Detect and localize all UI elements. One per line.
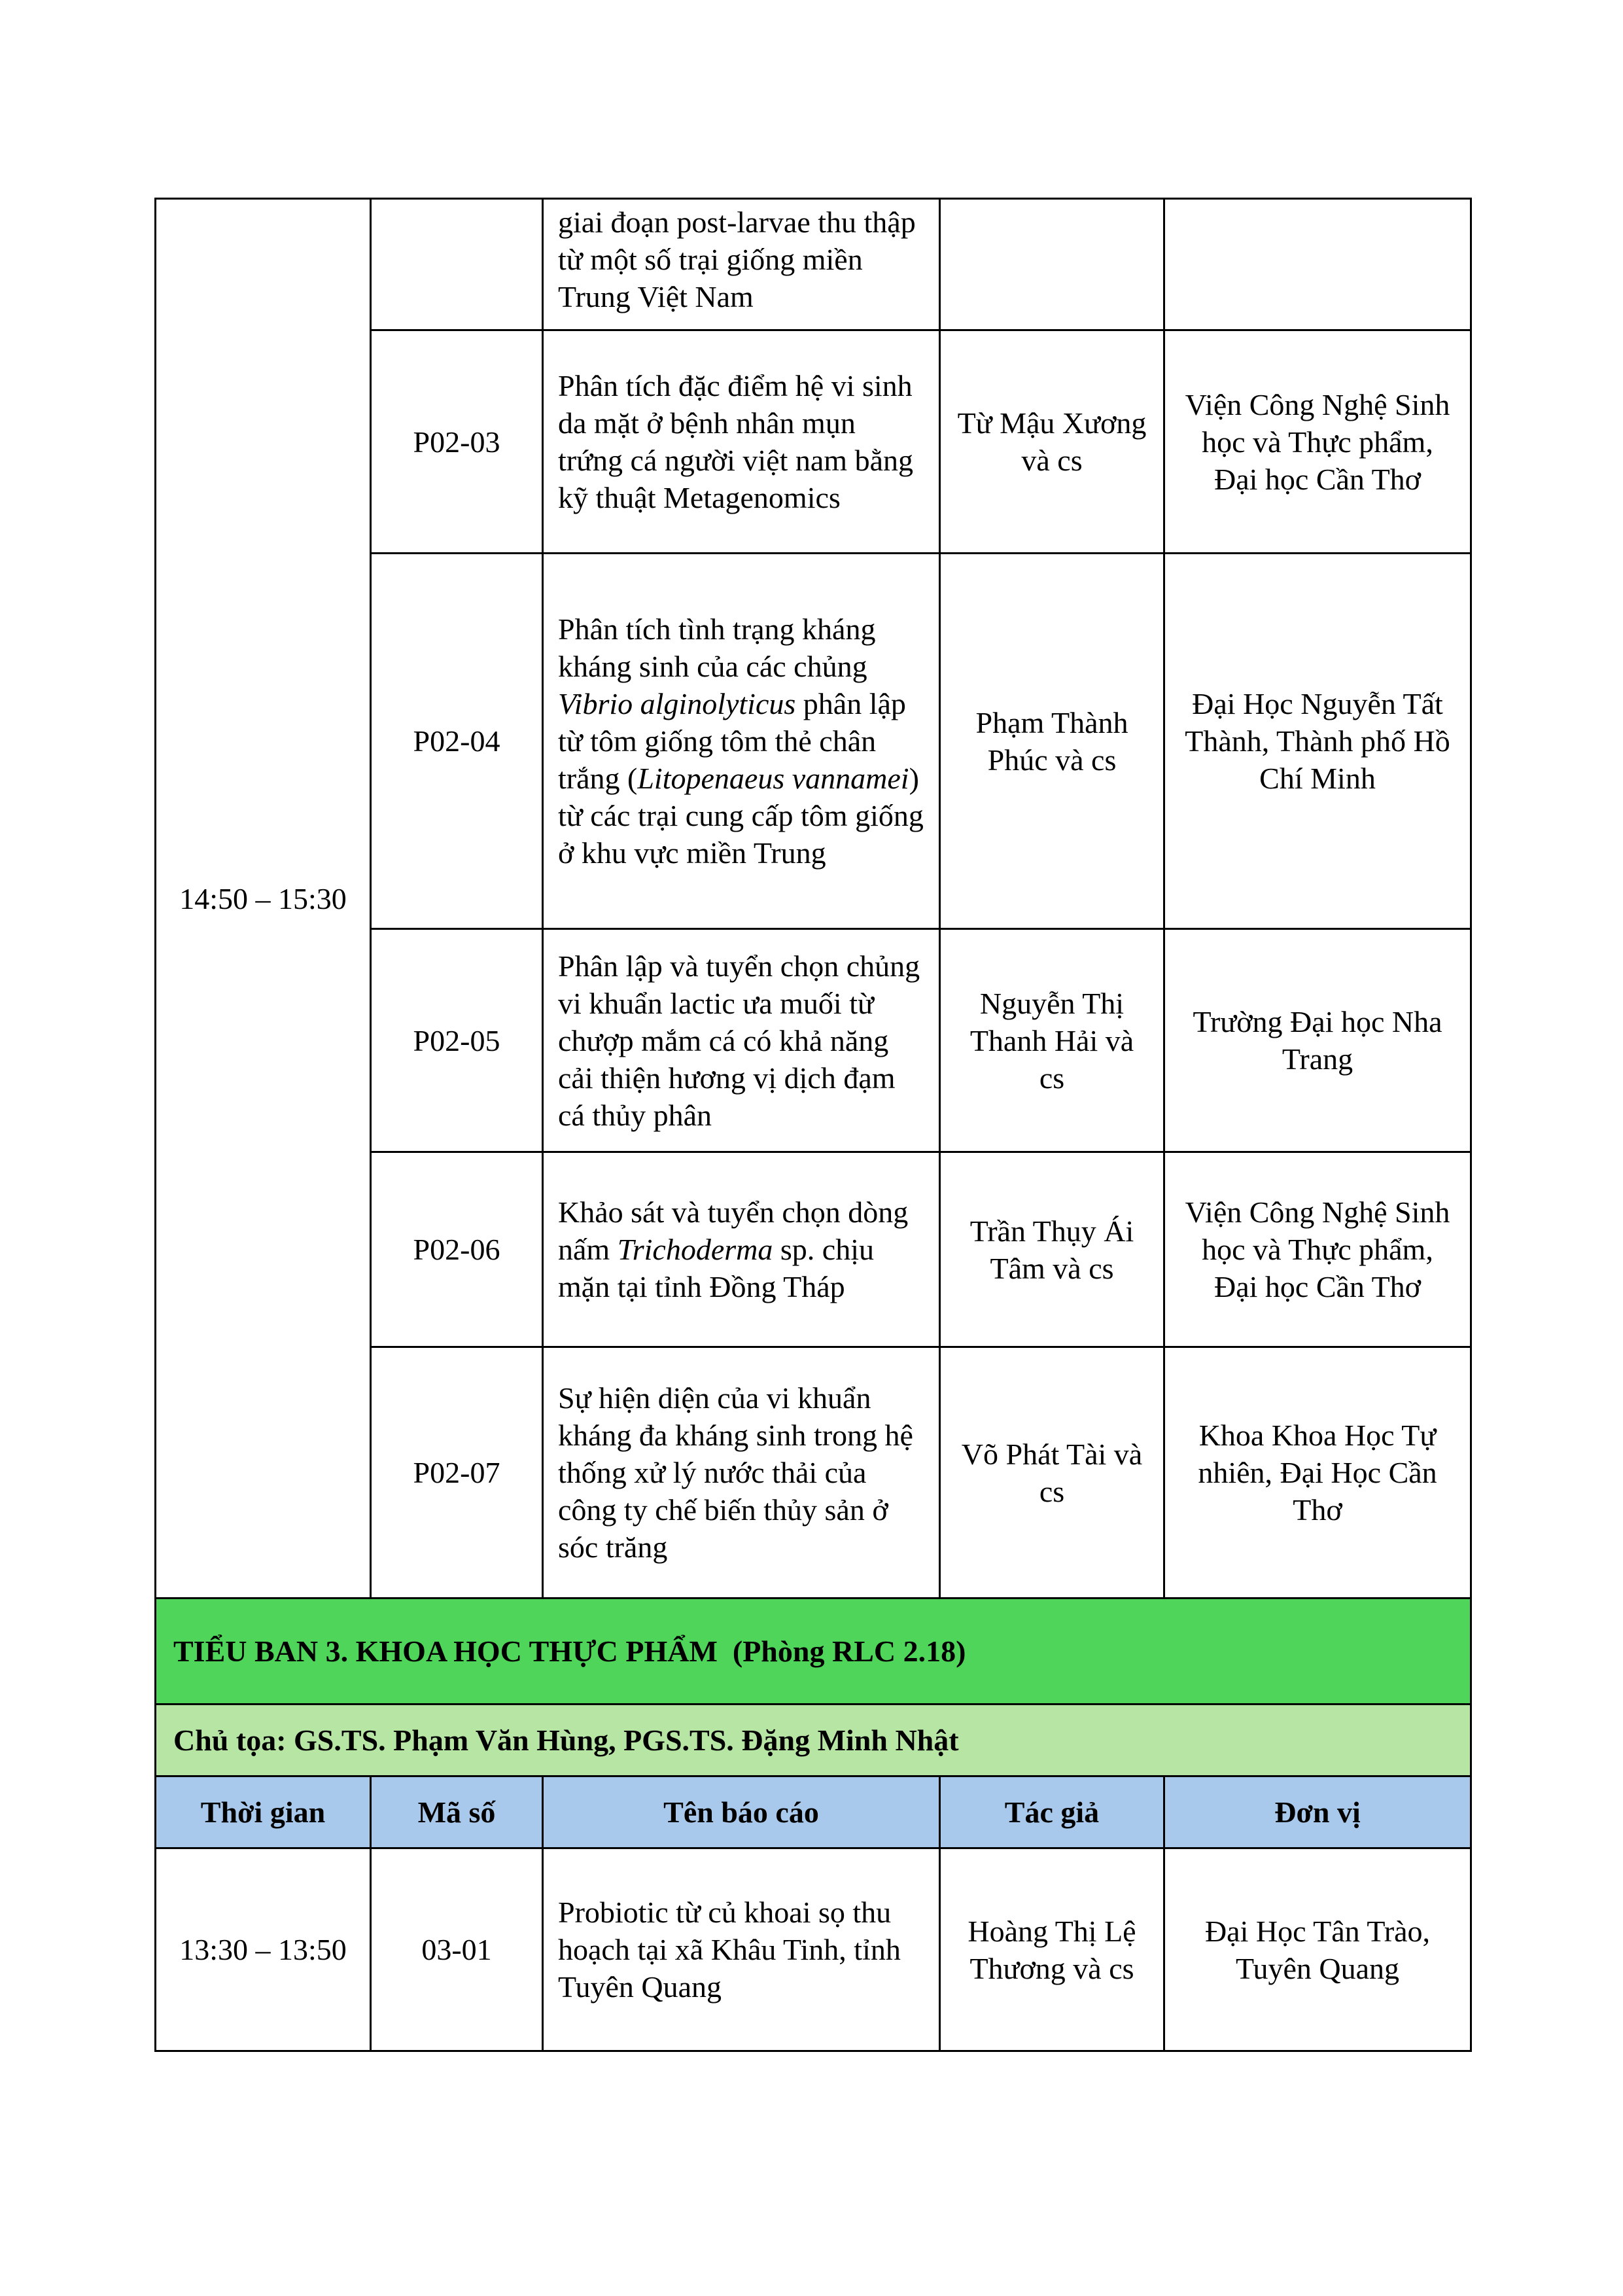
header-code: Mã số [371, 1776, 543, 1848]
section-title: TIỂU BAN 3. KHOA HỌC THỰC PHẨM (Phòng RLC 2.18) [156, 1598, 1471, 1704]
header-time: Thời gian [156, 1776, 371, 1848]
report-unit: Khoa Khoa Học Tự nhiên, Đại Học Cần Thơ [1164, 1347, 1471, 1598]
report-code: P02-07 [371, 1347, 543, 1598]
report-code: P02-03 [371, 330, 543, 554]
header-author: Tác giả [940, 1776, 1164, 1848]
report-title: Sự hiện diện của vi khuẩn kháng đa kháng sinh trong hệ thống xử lý nước thải của công ty chế biến thủy sản ở sóc trăng [543, 1347, 940, 1598]
table-row [156, 199, 1471, 330]
report-author: Nguyễn Thị Thanh Hải và cs [940, 929, 1164, 1152]
report-code: P02-05 [371, 929, 543, 1152]
species-name: Trichoderma [617, 1233, 773, 1266]
report-author [940, 199, 1164, 330]
session-time: 13:30 – 13:50 [156, 1848, 371, 2051]
section-header-row [156, 1598, 1471, 1704]
species-name: Litopenaeus vannamei [637, 762, 909, 795]
report-unit: Đại Học Tân Trào, Tuyên Quang [1164, 1848, 1471, 2051]
report-title: Phân lập và tuyển chọn chủng vi khuẩn lactic ưa muối từ chượp mắm cá có khả năng cải thiện hương vị dịch đạm cá thủy phân [543, 929, 940, 1152]
report-code: 03-01 [371, 1848, 543, 2051]
session-time: 14:50 – 15:30 [156, 199, 371, 1598]
report-unit: Trường Đại học Nha Trang [1164, 929, 1471, 1152]
column-header-row [156, 1776, 1471, 1848]
report-author: Phạm Thành Phúc và cs [940, 554, 1164, 929]
species-name: Vibrio alginolyticus [558, 687, 796, 720]
header-title: Tên báo cáo [543, 1776, 940, 1848]
report-title: Phân tích đặc điểm hệ vi sinh da mặt ở bệnh nhân mụn trứng cá người việt nam bằng kỹ thuật Metagenomics [543, 330, 940, 554]
report-title: giai đoạn post-larvae thu thập từ một số trại giống miền Trung Việt Nam [543, 199, 940, 330]
report-author: Hoàng Thị Lệ Thương và cs [940, 1848, 1164, 2051]
program-schedule-table [154, 198, 1472, 2052]
report-title: Probiotic từ củ khoai sọ thu hoạch tại xã Khâu Tinh, tỉnh Tuyên Quang [543, 1848, 940, 2051]
chair-row [156, 1704, 1471, 1776]
report-title-text: Phân tích tình trạng kháng kháng sinh của các chủng Vibrio alginolyticus phân lập từ tôm giống tôm thẻ chân trắng (Litopenaeus vannamei) từ các trại cung cấp tôm giống ở khu vực miền Trung [558, 612, 924, 870]
table-row [156, 1848, 1471, 2051]
report-code [371, 199, 543, 330]
report-unit: Đại Học Nguyễn Tất Thành, Thành phố Hồ Chí Minh [1164, 554, 1471, 929]
report-code: P02-04 [371, 554, 543, 929]
report-unit: Viện Công Nghệ Sinh học và Thực phẩm, Đại học Cần Thơ [1164, 1152, 1471, 1347]
report-title-text: Khảo sát và tuyển chọn dòng nấm Trichoderma sp. chịu mặn tại tỉnh Đồng Tháp [558, 1195, 909, 1303]
report-code: P02-06 [371, 1152, 543, 1347]
report-unit: Viện Công Nghệ Sinh học và Thực phẩm, Đại học Cần Thơ [1164, 330, 1471, 554]
report-author: Trần Thụy Ái Tâm và cs [940, 1152, 1164, 1347]
report-title [543, 1152, 940, 1347]
header-unit: Đơn vị [1164, 1776, 1471, 1848]
session-chairs: Chủ tọa: GS.TS. Phạm Văn Hùng, PGS.TS. Đặng Minh Nhật [156, 1704, 1471, 1776]
report-unit [1164, 199, 1471, 330]
report-author: Từ Mậu Xương và cs [940, 330, 1164, 554]
report-title [543, 554, 940, 929]
report-author: Võ Phát Tài và cs [940, 1347, 1164, 1598]
